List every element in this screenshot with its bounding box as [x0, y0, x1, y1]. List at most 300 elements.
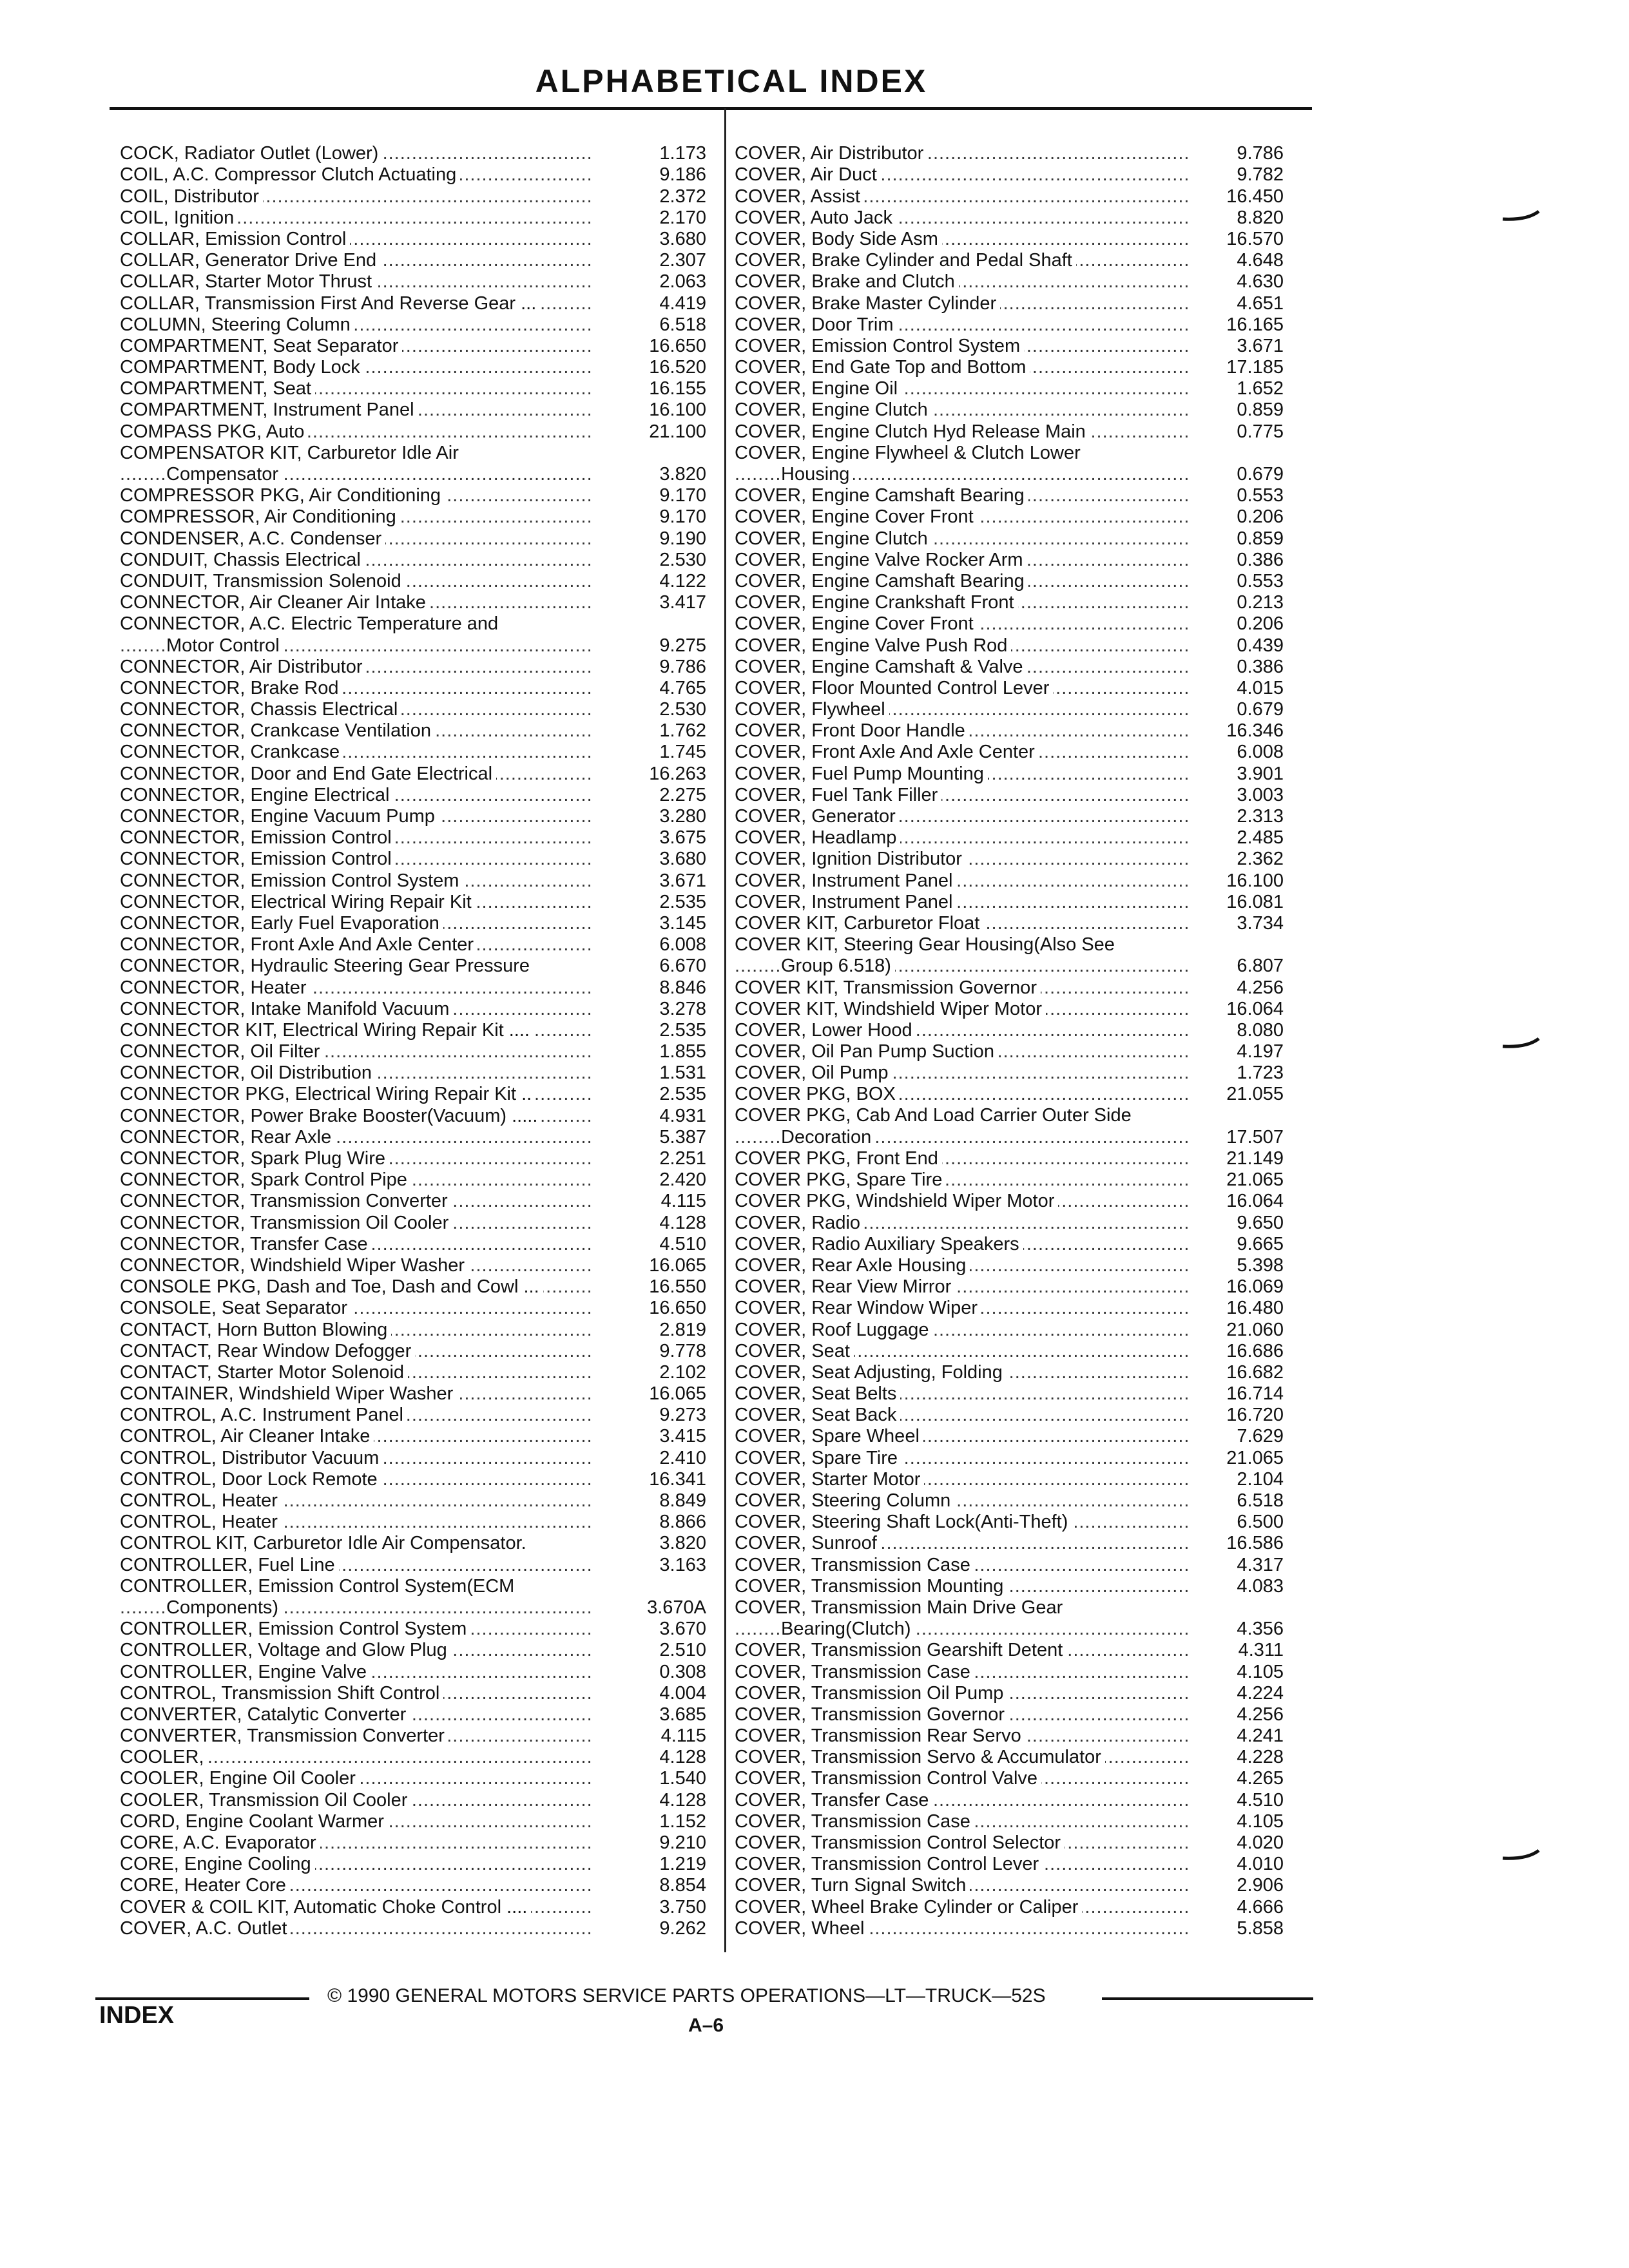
index-entry	[735, 1169, 1284, 1191]
entry-group-number: 16.714	[1226, 1383, 1284, 1405]
entry-description: CONDENSER, A.C. Condenser	[120, 528, 385, 549]
index-entry	[120, 1918, 706, 1939]
index-entry	[120, 1383, 706, 1405]
entry-group-number: 21.055	[1226, 1084, 1284, 1105]
entry-description: CONNECTOR, Emission Control	[120, 827, 396, 848]
entry-group-number: 4.256	[1237, 1704, 1284, 1725]
entry-group-number: 4.419	[659, 293, 706, 314]
entry-group-number: 16.341	[649, 1468, 706, 1490]
entry-group-number: 5.858	[1237, 1917, 1284, 1939]
index-entry	[735, 678, 1284, 699]
index-entry	[120, 1490, 706, 1512]
entry-description: CONNECTOR, Spark Control Pipe	[120, 1169, 411, 1190]
entry-group-number: 9.275	[659, 635, 706, 656]
entry-group-number: 3.145	[659, 912, 706, 934]
binder-mark-icon	[1501, 1849, 1540, 1861]
entry-description: COVER, Fuel Pump Mounting	[735, 764, 988, 784]
index-entry	[735, 913, 1284, 934]
entry-group-number: 16.081	[1226, 891, 1284, 912]
entry-group-number: 4.010	[1237, 1854, 1284, 1875]
index-entry	[120, 186, 706, 207]
index-entry	[120, 378, 706, 399]
binder-mark-icon	[1501, 1037, 1540, 1049]
entry-description: COVER, Instrument Panel	[735, 870, 956, 891]
index-entry	[120, 1640, 706, 1661]
index-entry	[120, 571, 706, 592]
entry-group-number: 6.008	[1237, 742, 1284, 763]
entry-group-number: 16.550	[649, 1276, 706, 1298]
entry-description: CONNECTOR KIT, Electrical Wiring Repair Kit ....	[120, 1020, 534, 1041]
entry-description: COVER, Transfer Case	[735, 1790, 932, 1811]
entry-group-number: 21.149	[1226, 1148, 1284, 1169]
entry-description: COVER, Oil Pan Pump Suction	[735, 1041, 998, 1062]
entry-group-number: 4.311	[1238, 1640, 1284, 1661]
entry-group-number: 6.008	[659, 934, 706, 956]
entry-description: Motor Control	[166, 635, 284, 656]
index-entry	[120, 892, 706, 913]
entry-description: COLLAR, Emission Control	[120, 229, 350, 249]
entry-description: Decoration	[781, 1127, 875, 1148]
index-entry	[120, 1512, 706, 1533]
entry-group-number: 2.307	[659, 250, 706, 271]
index-entry	[735, 635, 1284, 656]
entry-description: COVER, Rear Axle Housing	[735, 1255, 970, 1276]
entry-group-number: 4.128	[659, 1747, 706, 1768]
entry-group-number: 1.762	[659, 720, 706, 742]
entry-description: CONNECTOR, Power Brake Booster(Vacuum) .....	[120, 1106, 541, 1126]
index-entry	[735, 464, 1284, 485]
entry-description: COVER, Auto Jack	[735, 207, 896, 228]
entry-description: COVER, Engine Camshaft & Valve	[735, 657, 1027, 677]
index-entry	[120, 293, 706, 314]
entry-description: COVER, Brake Master Cylinder	[735, 293, 1000, 314]
index-entry	[120, 1597, 706, 1619]
entry-group-number: 3.415	[659, 1426, 706, 1447]
entry-group-number: 16.263	[649, 763, 706, 784]
entry-group-number: 3.680	[659, 228, 706, 249]
entry-group-number: 3.003	[1237, 784, 1284, 805]
entry-description: COVER, Sunroof	[735, 1533, 881, 1553]
index-entry	[735, 1212, 1284, 1233]
index-entry-continued: COVER, Engine Flywheel & Clutch Lower	[735, 442, 1081, 463]
index-entry	[735, 849, 1284, 870]
entry-description: CONNECTOR, Air Distributor	[120, 657, 367, 677]
entry-group-number: 21.060	[1226, 1319, 1284, 1340]
entry-group-number: 3.671	[659, 870, 706, 891]
entry-group-number: 0.553	[1237, 570, 1284, 591]
entry-group-number: 2.906	[1237, 1875, 1284, 1896]
entry-description: COVER, Engine Valve Push Rod	[735, 635, 1011, 656]
entry-group-number: 2.819	[659, 1319, 706, 1340]
entry-description: COMPRESSOR, Air Conditioning	[120, 506, 400, 527]
entry-description: CONTROL, A.C. Instrument Panel	[120, 1405, 407, 1425]
entry-description: CONNECTOR, Rear Axle	[120, 1127, 335, 1148]
entry-group-number: 2.102	[659, 1361, 706, 1383]
index-entry	[735, 613, 1284, 635]
index-entry	[120, 913, 706, 934]
index-entry	[120, 1020, 706, 1041]
entry-group-number: 9.778	[659, 1340, 706, 1361]
header-rule	[110, 107, 1312, 110]
index-entry	[120, 1255, 706, 1276]
index-entry	[735, 207, 1284, 229]
index-entry	[735, 1854, 1284, 1875]
index-entry	[120, 1747, 706, 1768]
entry-description: COVER KIT, Carburetor Float	[735, 913, 983, 934]
entry-group-number: 5.387	[659, 1126, 706, 1148]
index-entry	[120, 1469, 706, 1490]
index-entry	[120, 464, 706, 485]
entry-group-number: 4.004	[659, 1682, 706, 1704]
entry-group-number: 2.313	[1237, 806, 1284, 827]
index-entry	[735, 1084, 1284, 1105]
entry-description: COVER, Wheel Brake Cylinder or Caliper	[735, 1897, 1082, 1917]
entry-group-number: 4.128	[659, 1212, 706, 1233]
entry-group-number: 4.224	[1237, 1682, 1284, 1704]
entry-group-number: 9.665	[1237, 1233, 1284, 1254]
entry-description: COVER, End Gate Top and Bottom	[735, 357, 1030, 378]
entry-group-number: 2.510	[659, 1640, 706, 1661]
index-entry	[120, 1768, 706, 1789]
entry-description: COVER, Emission Control System	[735, 336, 1024, 356]
index-entry	[735, 186, 1284, 207]
entry-group-number: 16.450	[1226, 186, 1284, 207]
index-entry-continued: COVER PKG, Cab And Load Carrier Outer Side	[735, 1105, 1132, 1126]
entry-group-number: 0.213	[1237, 592, 1284, 613]
entry-description: COVER, Roof Luggage	[735, 1320, 932, 1340]
footer-rule-right	[1102, 1997, 1313, 2000]
index-entry	[120, 357, 706, 378]
entry-group-number: 2.530	[659, 549, 706, 570]
index-entry	[120, 314, 706, 336]
entry-group-number: 16.480	[1226, 1298, 1284, 1319]
entry-description: COVER, Seat Back	[735, 1405, 900, 1425]
entry-group-number: 8.849	[659, 1490, 706, 1511]
footer-copyright: © 1990 GENERAL MOTORS SERVICE PARTS OPERATIONS—LT—TRUCK—52S	[327, 1985, 1046, 2006]
index-entry	[735, 1148, 1284, 1169]
index-entry	[120, 421, 706, 442]
index-entry	[735, 1276, 1284, 1298]
index-entry	[735, 1704, 1284, 1725]
entry-description: COVER, Door Trim	[735, 314, 898, 335]
index-entry	[120, 1341, 706, 1362]
index-entry	[735, 785, 1284, 806]
index-entry	[735, 1747, 1284, 1768]
index-entry	[120, 1148, 706, 1169]
index-entry	[120, 1619, 706, 1640]
entry-description: CONNECTOR, Crankcase	[120, 742, 343, 762]
entry-group-number: 0.775	[1237, 421, 1284, 442]
entry-group-number: 2.420	[659, 1169, 706, 1191]
footer-section-label: INDEX	[99, 2002, 175, 2029]
entry-description: CONTACT, Starter Motor Solenoid	[120, 1362, 408, 1383]
index-entry	[120, 1405, 706, 1426]
index-entry	[735, 1490, 1284, 1512]
entry-group-number: 4.015	[1237, 677, 1284, 698]
entry-group-number: 6.670	[659, 956, 706, 977]
index-entry	[120, 678, 706, 699]
entry-group-number: 2.275	[659, 784, 706, 805]
index-entry	[120, 1725, 706, 1747]
entry-group-number: 16.650	[649, 335, 706, 356]
entry-group-number: 1.652	[1237, 378, 1284, 399]
index-entry	[735, 720, 1284, 742]
entry-group-number: 1.723	[1237, 1062, 1284, 1084]
index-entry	[120, 1319, 706, 1340]
index-entry	[735, 699, 1284, 720]
entry-group-number: 0.206	[1237, 506, 1284, 528]
index-entry	[735, 763, 1284, 784]
index-column-right	[735, 143, 1284, 1939]
entry-description: COVER, Generator	[735, 806, 900, 827]
entry-description: COVER, Transmission Rear Servo	[735, 1725, 1025, 1746]
entry-group-number: 2.372	[659, 186, 706, 207]
entry-description: COIL, Distributor	[120, 186, 263, 207]
entry-group-number: 9.190	[659, 528, 706, 549]
index-entry	[735, 550, 1284, 571]
index-entry	[735, 1683, 1284, 1704]
index-entry	[735, 357, 1284, 378]
entry-group-number: 4.651	[1237, 293, 1284, 314]
entry-group-number: 8.846	[659, 977, 706, 998]
index-entry-continued: COMPENSATOR KIT, Carburetor Idle Air	[120, 442, 459, 463]
entry-description: CONTROL, Distributor Vacuum	[120, 1448, 383, 1468]
entry-group-number: 17.507	[1226, 1126, 1284, 1148]
index-entry	[735, 1020, 1284, 1041]
entry-group-number: 2.251	[659, 1148, 706, 1169]
index-entry	[735, 336, 1284, 357]
index-entry	[120, 956, 706, 977]
entry-description: CONVERTER, Catalytic Converter	[120, 1704, 410, 1725]
entry-description: COVER, Turn Signal Switch	[735, 1875, 970, 1896]
entry-description: COVER, Engine Cover Front	[735, 613, 978, 634]
index-entry	[735, 1469, 1284, 1490]
entry-group-number: 3.685	[659, 1704, 706, 1725]
entry-group-number: 0.439	[1237, 635, 1284, 656]
entry-description: COVER, Transmission Governor	[735, 1704, 1008, 1725]
index-entry	[120, 806, 706, 827]
entry-description: COVER, Transmission Servo & Accumulator	[735, 1747, 1105, 1767]
index-entry	[120, 1127, 706, 1148]
entry-description: COVER, Radio Auxiliary Speakers	[735, 1234, 1023, 1254]
entry-group-number: 16.520	[649, 357, 706, 378]
index-entry	[120, 1298, 706, 1319]
entry-description: COOLER, Transmission Oil Cooler	[120, 1790, 411, 1811]
index-column-left	[120, 143, 706, 1939]
entry-description: CONNECTOR, Front Axle And Axle Center	[120, 934, 477, 955]
entry-description: CONTAINER, Windshield Wiper Washer	[120, 1383, 457, 1404]
entry-description: COMPASS PKG, Auto	[120, 421, 308, 442]
index-entry	[735, 1127, 1284, 1148]
entry-description: COVER, Rear View Mirror	[735, 1276, 955, 1297]
entry-description: COVER, Starter Motor	[735, 1469, 924, 1490]
entry-description: CONNECTOR, Oil Filter	[120, 1041, 323, 1062]
entry-description: COVER, Wheel	[735, 1918, 868, 1939]
entry-description: COVER KIT, Windshield Wiper Motor	[735, 999, 1046, 1019]
entry-description: COLLAR, Transmission First And Reverse Gear ...	[120, 293, 540, 314]
entry-description: COMPARTMENT, Seat	[120, 378, 315, 399]
index-entry	[735, 1918, 1284, 1939]
index-entry	[120, 1875, 706, 1896]
index-entry	[120, 1832, 706, 1854]
entry-group-number: 4.115	[660, 1191, 706, 1212]
entry-group-number: 3.750	[659, 1896, 706, 1917]
entry-description: CONNECTOR, Intake Manifold Vacuum	[120, 999, 453, 1019]
entry-group-number: 16.682	[1226, 1361, 1284, 1383]
index-entry	[120, 1062, 706, 1084]
entry-description: CORE, Engine Cooling	[120, 1854, 315, 1874]
index-entry	[735, 250, 1284, 271]
entry-group-number: 8.080	[1237, 1019, 1284, 1041]
entry-description: COVER, Front Axle And Axle Center	[735, 742, 1039, 762]
index-entry	[735, 1405, 1284, 1426]
entry-description: COVER, Air Distributor	[735, 143, 927, 164]
entry-group-number: 9.210	[659, 1832, 706, 1853]
entry-group-number: 1.173	[659, 143, 706, 164]
entry-description: CONSOLE, Seat Separator	[120, 1298, 351, 1318]
entry-group-number: 2.485	[1237, 827, 1284, 849]
entry-group-number: 2.170	[659, 207, 706, 228]
index-entry	[735, 1341, 1284, 1362]
entry-group-number: 4.256	[1237, 977, 1284, 998]
entry-description: CORD, Engine Coolant Warmer	[120, 1811, 388, 1832]
entry-group-number: 16.165	[1226, 314, 1284, 335]
entry-group-number: 4.105	[1237, 1811, 1284, 1832]
index-entry	[735, 657, 1284, 678]
entry-group-number: 3.670	[659, 1619, 706, 1640]
entry-description: COVER, Lower Hood	[735, 1020, 916, 1041]
entry-group-number: 1.540	[659, 1768, 706, 1789]
entry-description: COVER, Air Duct	[735, 164, 881, 185]
entry-description: COVER, Engine Camshaft Bearing	[735, 485, 1028, 506]
footer-rule-left	[95, 1997, 309, 2000]
index-entry	[120, 506, 706, 528]
index-entry	[735, 164, 1284, 186]
entry-description: COVER, Engine Clutch Hyd Release Main	[735, 421, 1090, 442]
entry-group-number: 4.356	[1237, 1619, 1284, 1640]
index-entry	[120, 763, 706, 784]
entry-group-number: 1.745	[659, 742, 706, 763]
entry-description: COIL, Ignition	[120, 207, 238, 228]
entry-description: COVER, Headlamp	[735, 827, 900, 848]
entry-description: COIL, A.C. Compressor Clutch Actuating	[120, 164, 460, 185]
entry-description: COVER, Transmission Oil Pump	[735, 1683, 1007, 1704]
index-entry	[735, 399, 1284, 421]
entry-description: CONTROLLER, Engine Valve	[120, 1662, 371, 1682]
entry-description: Compensator	[166, 464, 282, 485]
entry-description: COVER, Body Side Asm	[735, 229, 942, 249]
index-entry	[735, 806, 1284, 827]
index-entry	[120, 164, 706, 186]
entry-description: CONTROL, Transmission Shift Control	[120, 1683, 443, 1704]
index-entry	[120, 207, 706, 229]
index-entry	[120, 399, 706, 421]
entry-group-number: 2.104	[1237, 1468, 1284, 1490]
entry-description: CONTROLLER, Voltage and Glow Plug	[120, 1640, 451, 1660]
entry-description: COVER, Seat Belts	[735, 1383, 900, 1404]
entry-description: COVER, Fuel Tank Filler	[735, 785, 941, 805]
index-entry	[120, 827, 706, 849]
index-entry	[735, 314, 1284, 336]
index-entry	[120, 1426, 706, 1447]
entry-group-number: 4.083	[1237, 1575, 1284, 1597]
index-entry	[735, 1298, 1284, 1319]
index-entry	[120, 999, 706, 1020]
entry-group-number: 1.219	[659, 1854, 706, 1875]
entry-description: CONNECTOR, Electrical Wiring Repair Kit	[120, 892, 476, 912]
index-entry	[120, 635, 706, 656]
index-entry	[120, 1896, 706, 1917]
entry-description: COVER, Steering Shaft Lock(Anti-Theft)	[735, 1512, 1072, 1532]
entry-group-number: 9.786	[659, 656, 706, 677]
index-entry	[120, 1276, 706, 1298]
entry-description: CONNECTOR, Engine Vacuum Pump	[120, 806, 439, 827]
entry-group-number: 4.115	[660, 1725, 706, 1747]
index-entry	[735, 1811, 1284, 1832]
entry-group-number: 4.648	[1237, 250, 1284, 271]
entry-group-number: 16.686	[1226, 1340, 1284, 1361]
entry-group-number: 1.531	[659, 1062, 706, 1084]
index-entry	[735, 1426, 1284, 1447]
entry-description: COVER, Spare Tire	[735, 1448, 901, 1468]
entry-description: COVER PKG, Spare Tire	[735, 1169, 946, 1190]
index-entry	[735, 870, 1284, 891]
index-entry	[120, 1191, 706, 1212]
entry-description: COLLAR, Generator Drive End	[120, 250, 380, 271]
entry-group-number: 0.386	[1237, 549, 1284, 570]
entry-group-number: 3.680	[659, 849, 706, 870]
index-entry	[735, 293, 1284, 314]
entry-description: COVER, Flywheel	[735, 699, 889, 720]
entry-group-number: 1.855	[659, 1041, 706, 1062]
entry-group-number: 16.069	[1226, 1276, 1284, 1298]
index-entry	[735, 143, 1284, 164]
entry-description: Housing	[781, 464, 853, 485]
index-entry	[735, 271, 1284, 293]
entry-group-number: 7.629	[1237, 1426, 1284, 1447]
index-entry	[735, 571, 1284, 592]
entry-group-number: 2.535	[659, 891, 706, 912]
entry-group-number: 0.386	[1237, 656, 1284, 677]
entry-description: COVER, Engine Clutch	[735, 528, 932, 549]
index-entry	[120, 977, 706, 998]
entry-group-number: 8.854	[659, 1875, 706, 1896]
index-entry	[735, 1725, 1284, 1747]
index-entry	[735, 1875, 1284, 1896]
entry-description: CONTACT, Rear Window Defogger	[120, 1341, 415, 1361]
entry-description: COVER, Transmission Control Valve	[735, 1768, 1041, 1789]
index-entry	[735, 1255, 1284, 1276]
entry-description: COVER PKG, Windshield Wiper Motor	[735, 1191, 1058, 1211]
index-entry	[120, 336, 706, 357]
entry-description: Bearing(Clutch)	[781, 1619, 914, 1639]
entry-group-number: 6.500	[1237, 1512, 1284, 1533]
entry-group-number: 3.278	[659, 998, 706, 1019]
index-entry	[735, 1768, 1284, 1789]
entry-group-number: 9.170	[659, 506, 706, 528]
index-entry	[735, 1362, 1284, 1383]
index-entry	[735, 999, 1284, 1020]
index-entry	[120, 1533, 706, 1554]
entry-description: CONTROL, Heater	[120, 1490, 282, 1511]
entry-group-number: 4.931	[659, 1105, 706, 1126]
entry-description: CONVERTER, Transmission Converter	[120, 1725, 448, 1746]
entry-group-number: 16.586	[1226, 1533, 1284, 1554]
index-entry	[120, 1683, 706, 1704]
index-entry	[120, 742, 706, 763]
entry-group-number: 16.155	[649, 378, 706, 399]
index-entry	[735, 1832, 1284, 1854]
